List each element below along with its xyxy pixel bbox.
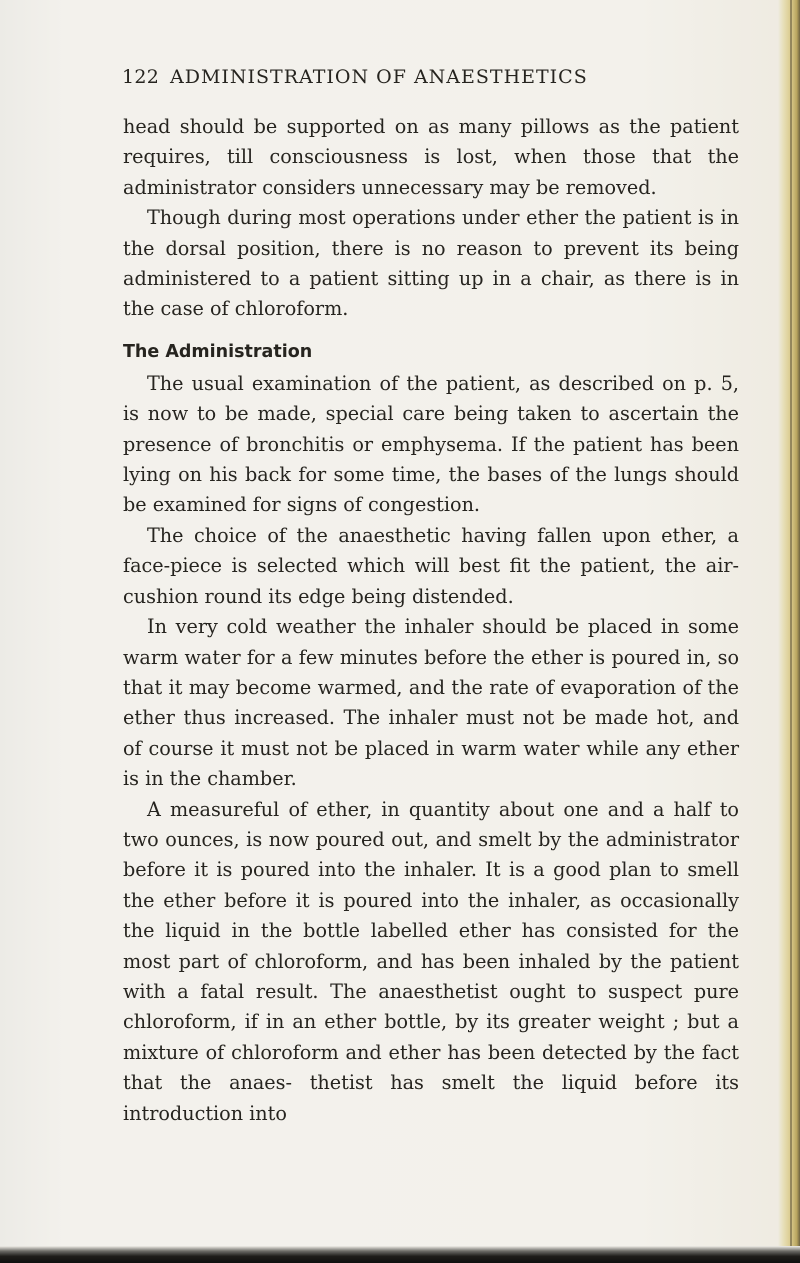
page-edge-shadow [778,0,800,1263]
paragraph: In very cold weather the inhaler should be placed in some warm water for a few minutes before the ether is poured in, so that it may become warmed, and the rate of evaporation of the ether thus increased. The inhaler must not be made hot, and of course it must not be placed in warm water while any ether is in the chamber. [123,615,739,791]
paragraph: The usual examination of the patient, as described on p. 5, is now to be made, special care being taken to ascertain the presence of bronchitis or emphysema. If the patient has been lying on his back for some time, the bases of the lungs should be examined for signs of congestion. [123,371,739,517]
page-edge-line [790,0,792,1263]
page-number: 122 [122,66,160,88]
paragraph: Though during most operations under ether the patient is in the dorsal position, there is no reason to prevent its being administered to a patient sitting up in a chair, as there is in the case of chloroform. [123,206,739,321]
body-text [123,112,739,1129]
paragraph: head should be supported on as many pillows as the patient requires, till consciousness is lost, when those that the administrator considers unnecessary may be removed. [123,115,739,199]
paragraph: The choice of the anaesthetic having fallen upon ether, a face-piece is selected which will best fit the patient, the air-cushion round its edge being distended. [123,523,739,608]
running-title: ADMINISTRATION OF ANAESTHETICS [170,66,588,88]
page-header [122,66,742,96]
paragraph: A measureful of ether, in quantity about one and a half to two ounces, is now poured out, and smelt by the administrator before it is poured into the inhaler. It is a good plan to smell the ether before it is poured into the inhaler, as occasionally the liquid in the bottle labelled ether has consisted for the most part of chloroform, and has been inhaled by the patient with a fatal result. The anaesthetist ought to suspect pure chloroform, if in an ether bottle, by its greater weight ; but a mixture of chloroform and ether has been detected by the fact that the anaes- thetist has smelt the liquid before its introduction into [123,797,739,1125]
scan-bottom-border [0,1246,800,1263]
section-heading: The Administration [123,341,313,362]
